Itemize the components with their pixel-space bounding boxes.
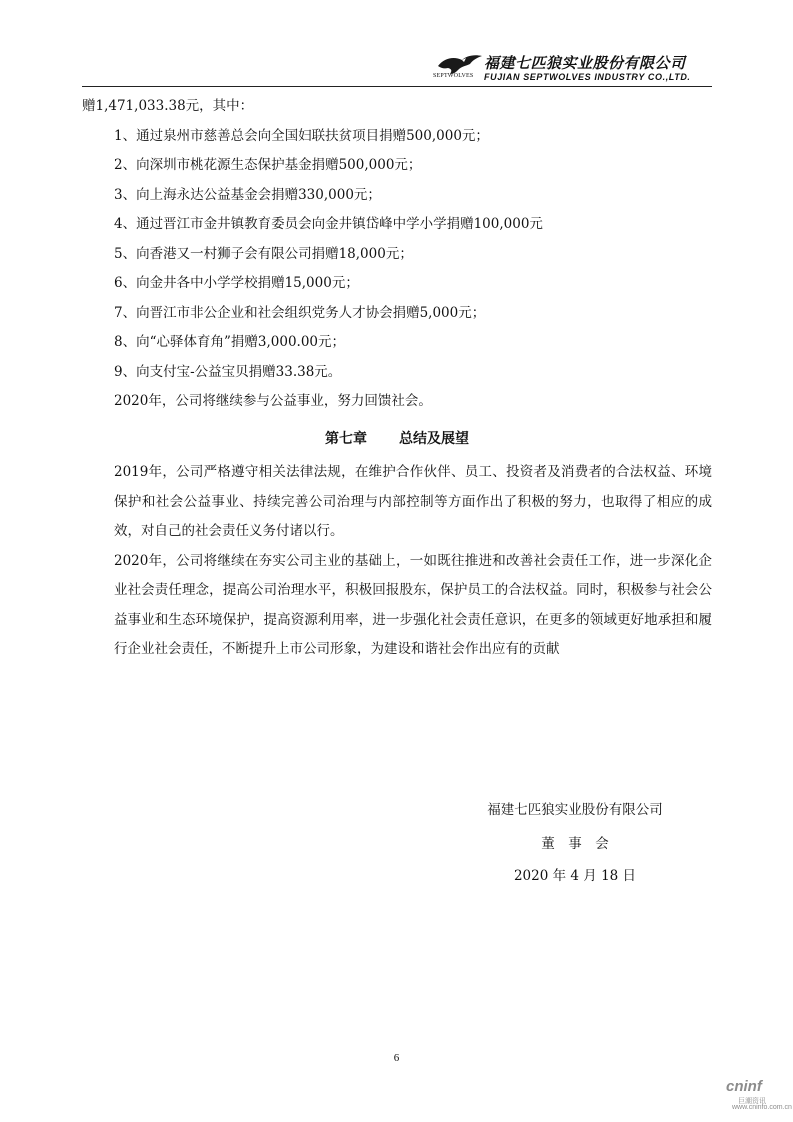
watermark-brand: cninf [726, 1078, 762, 1095]
cninfo-watermark [726, 1078, 792, 1112]
closing-line: 2020年，公司将继续参与公益事业，努力回馈社会。 [114, 393, 432, 409]
list-item: 3、向上海永达公益基金会捐赠330,000元； [114, 186, 381, 203]
list-item: 5、向香港又一村狮子会有限公司捐赠18,000元； [114, 245, 413, 262]
chapter-heading [82, 425, 712, 455]
list-item: 9、向支付宝-公益宝贝捐赠33.38元。 [114, 363, 342, 380]
list-item: 2、向深圳市桃花源生态保护基金捐赠500,000元； [114, 157, 422, 173]
chapter-number: 第七章 [325, 430, 367, 447]
watermark-url: www.cninfo.com.cn [732, 1104, 792, 1111]
list-item: 6、向金井各中小学学校捐赠15,000元； [114, 275, 359, 291]
page-header [0, 0, 793, 90]
company-name-en: FUJIAN SEPTWOLVES INDUSTRY CO.,LTD. [484, 72, 691, 82]
signature-date: 2020 年 4 月 18 日 [513, 868, 637, 884]
list-item: 8、向“心驿体育角”捐赠3,000.00元； [114, 334, 346, 350]
document-body [82, 92, 712, 665]
header-divider [82, 86, 712, 87]
logo-wordmark: SEPTWOLVES [433, 73, 474, 79]
outlook-paragraph: 2020年，公司将继续在夯实公司主业的基础上，一如既往推进和改善社会责任工作，进一步深化企业社会责任理念，提高公司治理水平，积极回报股东，保护员工的合法权益。同时，积极参与社会公益事业和生态环境保护，提高资源利用率，进一步强化社会责任意识，在更多的领域更好地承担和履行企业社会责任，不断提升上市公司形象，为建设和谐社会作出应有的贡献 [114, 552, 712, 657]
signature-company: 福建七匹狼实业股份有限公司 [487, 802, 663, 818]
list-item: 7、向晋江市非公企业和社会组织党务人才协会捐赠5,000元； [114, 304, 486, 321]
summary-paragraph: 2019年，公司严格遵守相关法律法规，在维护合作伙伴、员工、投资者及消费者的合法权益、环境保护和社会公益事业、持续完善公司治理与内部控制等方面作出了积极的努力，也取得了相应的成效，对自己的社会责任义务付诸以行。 [114, 464, 712, 539]
list-item: 4、通过晋江市金井镇教育委员会向金井镇岱峰中学小学捐赠100,000元 [114, 216, 543, 232]
intro-line: 赠1,471,033.38元，其中： [82, 98, 254, 114]
list-item: 1、通过泉州市慈善总会向全国妇联扶贫项目捐赠500,000元； [114, 127, 489, 144]
signature-board: 董 事 会 [541, 836, 609, 852]
watermark-cn: 巨潮资讯 [738, 1097, 766, 1105]
company-name-cn: 福建七匹狼实业股份有限公司 [484, 54, 686, 72]
page-number: 6 [393, 1052, 400, 1064]
chapter-title: 总结及展望 [399, 430, 469, 447]
